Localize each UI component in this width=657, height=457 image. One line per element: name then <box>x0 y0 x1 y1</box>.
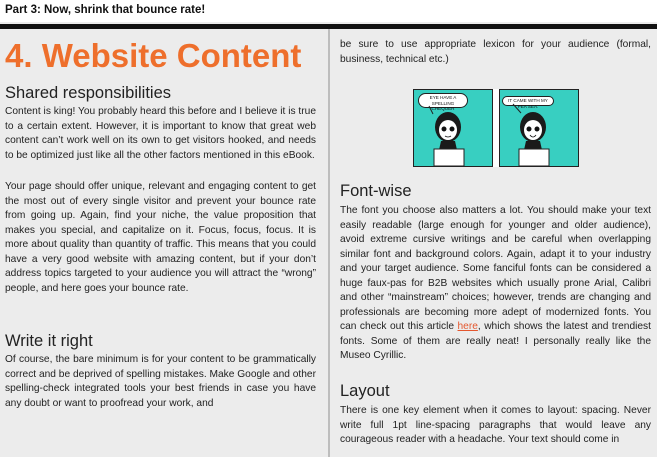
speech-bubble-right: IT CAME WITH MY PEA SEA. <box>502 96 554 106</box>
comic-panel-right <box>499 89 579 167</box>
paragraph-font-text-b: , which shows the latest and trendiest fonts. Some of them are really neat! I personally really like the Museo Cyrillic. <box>340 321 651 361</box>
character-illustration <box>413 89 493 167</box>
speech-bubble-left: EYE HAVE A SPELLING CHEQUER <box>418 93 468 108</box>
column-divider <box>328 29 330 457</box>
heading-font-wise: Font-wise <box>340 182 412 200</box>
comic-panel-left <box>413 89 493 167</box>
paragraph-font-text-a: The font you choose also matters a lot. You should make your text easily readable (large enough for younger and older audience), avoid extreme cursive writings and be careful when overlapping similar font and background colors. Again, adapt it to your industry and your target audience. Some fanciful fonts can be considered a huge faux-pas for B2B websites which usually prone Arial, Calibri and other “mainstream” choices; however, trends are changing and professionals are becoming more adept of modernized fonts. You can check out this article <box>340 205 651 332</box>
character-illustration-2 <box>499 89 579 167</box>
article-link[interactable]: here <box>457 321 478 332</box>
heading-write-it-right: Write it right <box>5 332 93 350</box>
paragraph-shared-2: Your page should offer unique, relevant and engaging content to get the most out of every single visitor and prevent your bounce rate from going up. Again, find your niche, the value proposition that makes you special, and capitalize on it. Focus, focus, focus. It is more about quality than quantity of traffic. This means that you could have a very good website with amazing content, but if your don’t address topics targeted to your audience you will attract the “wrong” people, and here goes your bounce rate. <box>5 181 316 294</box>
chapter-title: 4. Website Content <box>5 37 302 74</box>
paragraph-font-1 <box>340 204 651 364</box>
part-title: Part 3: Now, shrink that bounce rate! <box>5 4 206 16</box>
paragraph-write-continued: be sure to use appropriate lexicon for your audience (formal, business, technical etc.) <box>340 39 651 65</box>
paragraph-layout-1: There is one key element when it comes to layout: spacing. Never write full 1pt line-spacing paragraphs that would leave any courageous reader with a headache. Your text should come in <box>340 405 651 445</box>
paragraph-write-1: Of course, the bare minimum is for your content to be grammatically correct and be deprived of spelling mistakes. Make Google and other spelling-check integrated tools your best friends in case you have any doubt or want to proofread your work, and <box>5 354 316 409</box>
heading-layout: Layout <box>340 382 390 400</box>
paragraph-shared-1: Content is king! You probably heard this before and I believe it is true to a certain extent. However, it is important to know that great web content can’t work well on its own to get visitors hooked, and needs to be optimized just like all the other factors mentioned in this eBook. <box>5 106 316 161</box>
comic-strip <box>413 89 579 167</box>
heading-shared-responsibilities: Shared responsibilities <box>5 84 172 102</box>
